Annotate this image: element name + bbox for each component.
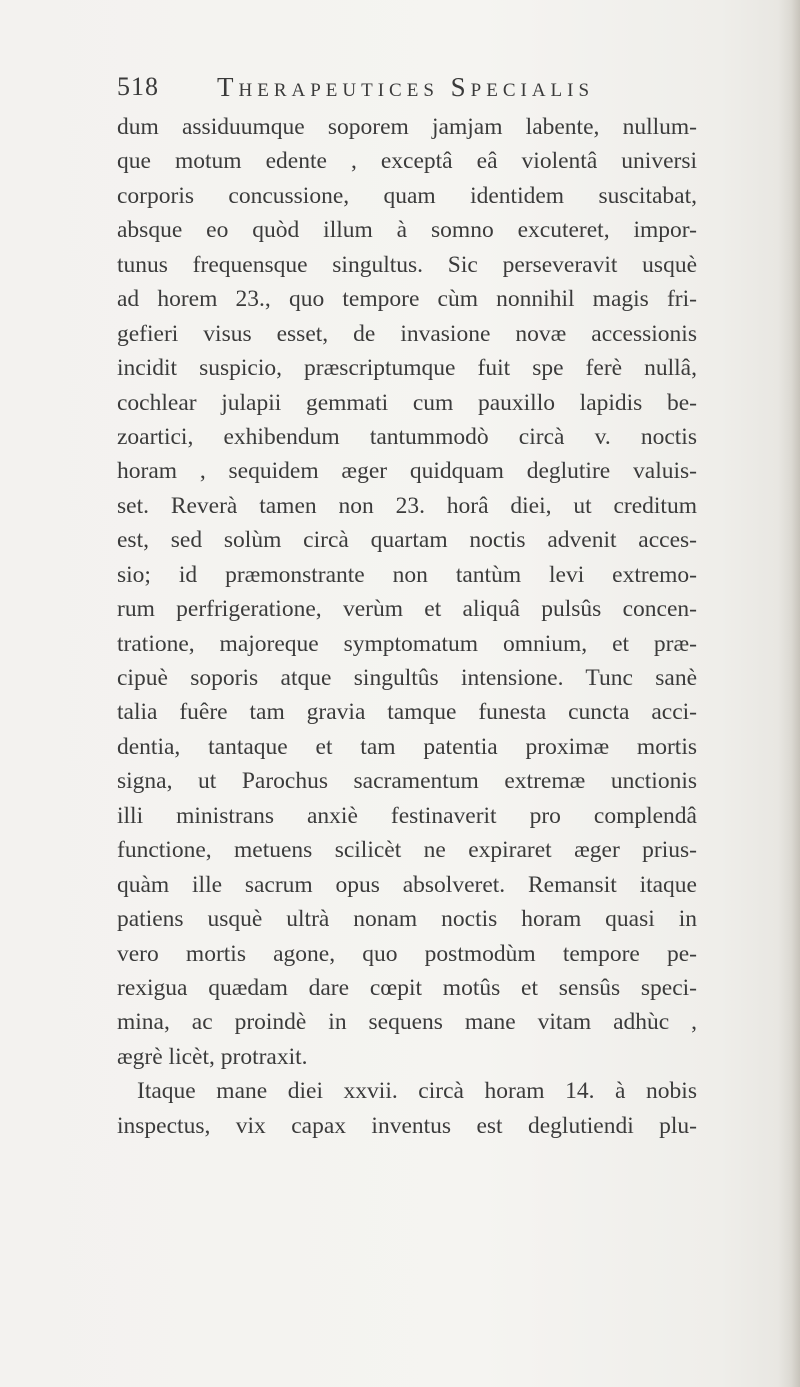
text-line: patiens usquè ultrà nonam noctis horam quasi in [117,906,697,933]
running-title: Therapeutices Specialis [217,72,595,102]
text-line: horam , sequidem æger quidquam deglutire valuis- [117,458,697,485]
text-line: talia fuêre tam gravia tamque funesta cuncta acci- [117,699,697,726]
text-line: functione, metuens scilicèt ne expiraret æger prius- [117,837,697,864]
text-line: ægrè licèt, protraxit. [117,1043,308,1070]
text-line: rexigua quædam dare cœpit motûs et sensûs speci- [117,974,697,1001]
text-line: mina, ac proindè in sequens mane vitam adhùc , [117,1009,697,1036]
text-line: dentia, tantaque et tam patentia proximæ mortis [117,733,697,760]
text-line: signa, ut Parochus sacramentum extremæ unctionis [117,768,697,795]
running-head [117,72,677,112]
text-line: sio; id præmonstrante non tantùm levi extremo- [117,561,697,588]
text-line: cochlear julapii gemmati cum pauxillo lapidis be- [117,389,697,416]
page-number: 518 [117,72,159,101]
body-text [117,110,697,1143]
text-line: set. Reverà tamen non 23. horâ diei, ut creditum [117,492,697,519]
text-line: incidit suspicio, præscriptumque fuit spe ferè nullâ, [117,355,697,382]
text-line: cipuè soporis atque singultûs intensione. Tunc sanè [117,665,697,691]
text-line: inspectus, vix capax inventus est deglutiendi plu- [117,1112,697,1139]
text-line: tratione, majoreque symptomatum omnium, et præ- [117,630,697,657]
text-line: zoartici, exhibendum tantummodò circà v. noctis [117,423,697,450]
page-edge-shadow [778,0,800,1387]
text-line: corporis concussione, quam identidem suscitabat, [117,182,697,209]
text-line: absque eo quòd illum à somno excuteret, impor- [117,217,697,244]
text-line: illi ministrans anxiè festinaverit pro complendâ [117,802,697,829]
text-line: est, sed solùm circà quartam noctis advenit acces- [117,527,697,554]
text-line: que motum edente , exceptâ eâ violentâ universi [117,148,697,175]
text-line: gefieri visus esset, de invasione novæ accessionis [117,320,697,347]
text-line: Itaque mane diei xxvii. circà horam 14. à nobis [137,1078,697,1105]
text-line: dum assiduumque soporem jamjam labente, nullum- [117,114,697,140]
text-line: tunus frequensque singultus. Sic perseveravit usquè [117,251,697,278]
text-line: quàm ille sacrum opus absolveret. Remansit itaque [117,871,697,898]
text-line: vero mortis agone, quo postmodùm tempore pe- [117,940,697,967]
text-line: ad horem 23., quo tempore cùm nonnihil magis fri- [117,286,697,313]
text-line: rum perfrigeratione, verùm et aliquâ pulsûs concen- [117,596,697,623]
